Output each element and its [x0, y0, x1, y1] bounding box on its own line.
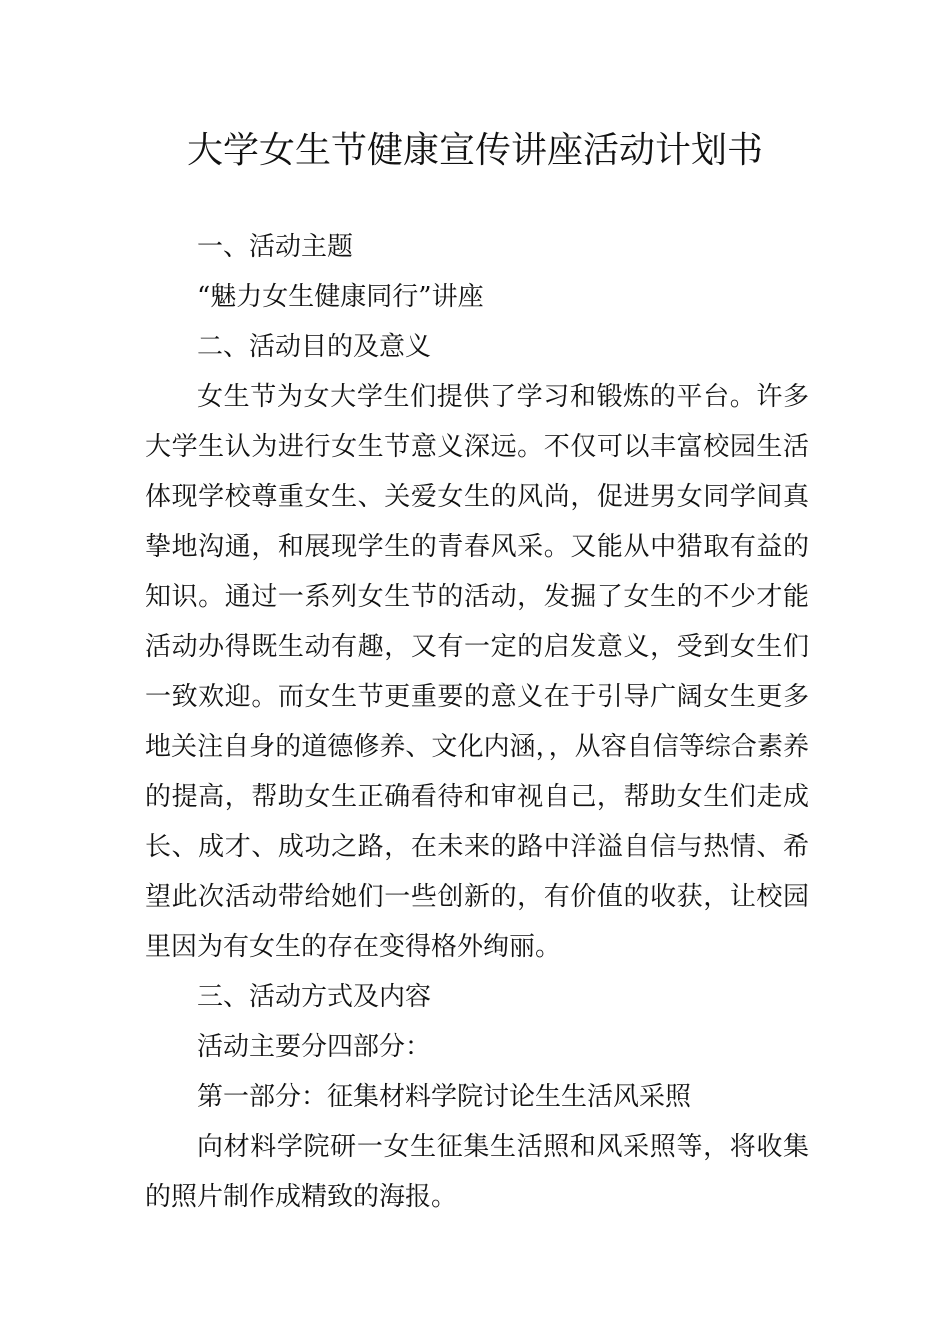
part-one-paragraph: 向材料学院研一女生征集生活照和风采照等，将收集的照片制作成精致的海报。: [145, 1132, 809, 1212]
section-heading-purpose: 二、活动目的及意义: [197, 332, 432, 362]
purpose-paragraph: 女生节为女大学生们提供了学习和锻炼的平台。许多大学生认为进行女生节意义深远。不仅可以丰富校园生活体现学校尊重女生、关爱女生的风尚，促进男女同学间真挚地沟通，和展现学生的青春风采。又能从中猎取有益的知识。通过一系列女生节的活动，发掘了女生的不少才能活动办得既生动有趣，又有一定的启发意义，受到女生们一致欢迎。而女生节更重要的意义在于引导广阔女生更多地关注自身的道德修养、文化内涵，，从容自信等综合素养的提高，帮助女生正确看待和审视自己，帮助女生们走成长、成才、成功之路，在未来的路中洋溢自信与热情、希望此次活动带给她们一些创新的，有价值的收获，让校园里因为有女生的存在变得格外绚丽。: [145, 382, 809, 962]
part-one-heading: 第一部分：征集材料学院讨论生生活风采照: [197, 1082, 692, 1112]
section-heading-method: 三、活动方式及内容: [197, 982, 432, 1012]
method-intro: 活动主要分四部分：: [197, 1032, 432, 1062]
document-title: 大学女生节健康宣传讲座活动计划书: [186, 130, 763, 171]
document-body: [145, 222, 809, 1222]
theme-text: “魅力女生健康同行”讲座: [197, 282, 484, 312]
section-heading-theme: 一、活动主题: [197, 232, 354, 262]
